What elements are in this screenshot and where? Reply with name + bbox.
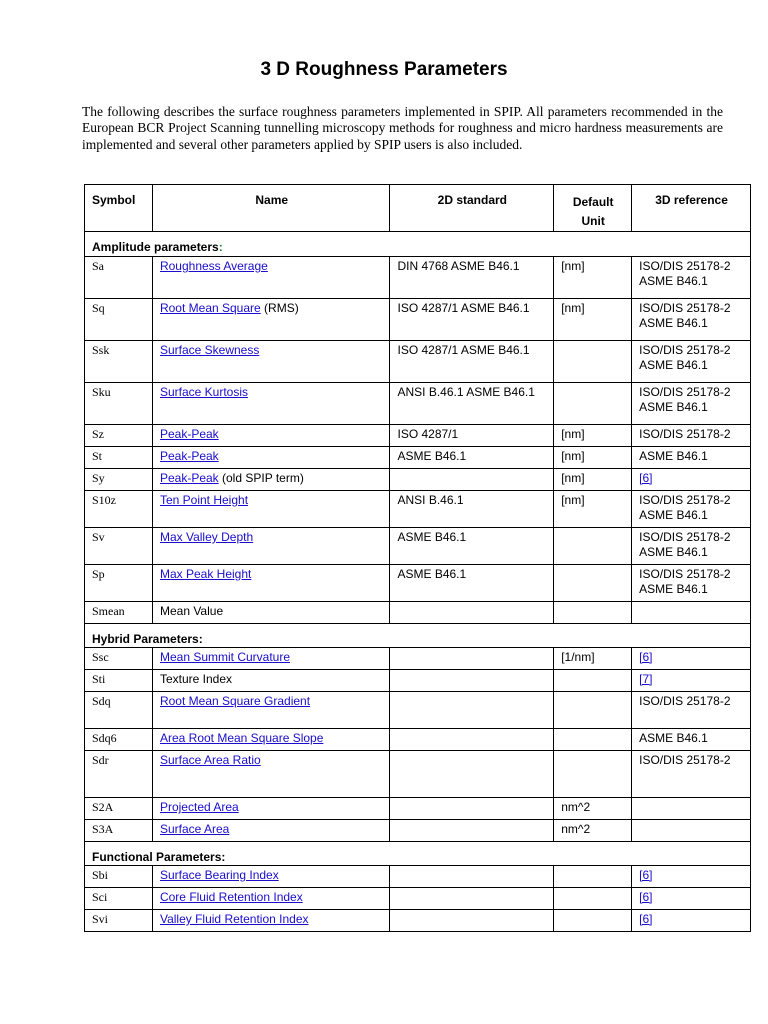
parameter-link[interactable]: Surface Area Ratio — [159, 753, 261, 767]
header-default-unit-line2: Unit — [581, 214, 605, 228]
reference-link[interactable]: [6] — [639, 471, 653, 485]
section-row-functional — [85, 842, 751, 866]
symbol-cell: S3A — [85, 820, 153, 842]
header-name: Name — [152, 185, 390, 232]
standard-cell — [390, 729, 554, 751]
unit-cell: [nm] — [554, 447, 632, 469]
unit-cell — [554, 751, 632, 798]
unit-cell: [nm] — [554, 469, 632, 491]
name-cell — [152, 866, 390, 888]
section-row-amplitude — [85, 232, 751, 257]
reference-cell: ISO/DIS 25178-2 — [632, 425, 751, 447]
table-row — [85, 866, 751, 888]
section-label-hybrid — [85, 624, 751, 648]
table-row — [85, 491, 751, 528]
parameter-link[interactable]: Max Peak Height — [159, 567, 252, 581]
reference-link[interactable]: [6] — [639, 650, 653, 664]
parameter-link[interactable]: Peak-Peak — [159, 449, 219, 463]
table-row — [85, 299, 751, 341]
reference-cell — [632, 910, 751, 932]
parameter-link[interactable]: Area Root Mean Square Slope — [159, 731, 324, 745]
parameter-link[interactable]: Ten Point Height — [159, 493, 249, 507]
symbol-cell: Smean — [85, 602, 153, 624]
standard-cell — [390, 888, 554, 910]
parameter-link[interactable]: Surface Area — [159, 822, 230, 836]
unit-cell — [554, 565, 632, 602]
section-label-amplitude — [85, 232, 751, 257]
name-cell — [152, 528, 390, 565]
table-row — [85, 257, 751, 299]
unit-cell — [554, 729, 632, 751]
name-cell — [152, 692, 390, 729]
standard-cell: ISO 4287/1 — [390, 425, 554, 447]
name-cell — [152, 257, 390, 299]
standard-cell — [390, 820, 554, 842]
header-2d-standard: 2D standard — [390, 185, 554, 232]
standard-cell: ANSI B.46.1 ASME B46.1 — [390, 383, 554, 425]
name-cell — [152, 729, 390, 751]
parameter-link[interactable]: Roughness Average — [159, 259, 268, 273]
reference-cell — [632, 469, 751, 491]
standard-cell: ASME B46.1 — [390, 528, 554, 565]
reference-cell: ISO/DIS 25178-2 — [632, 692, 751, 729]
name-cell — [152, 910, 390, 932]
unit-cell: [nm] — [554, 299, 632, 341]
symbol-cell: St — [85, 447, 153, 469]
table-row — [85, 341, 751, 383]
symbol-cell: Ssk — [85, 341, 153, 383]
standard-cell — [390, 751, 554, 798]
standard-cell — [390, 910, 554, 932]
parameter-link[interactable]: Surface Skewness — [159, 343, 260, 357]
symbol-cell: S2A — [85, 798, 153, 820]
parameter-link[interactable]: Peak-Peak — [159, 427, 219, 441]
reference-link[interactable]: [6] — [639, 868, 653, 882]
roughness-parameters-table — [84, 184, 751, 932]
symbol-cell: Sdq6 — [85, 729, 153, 751]
standard-cell — [390, 648, 554, 670]
unit-cell — [554, 910, 632, 932]
table-row — [85, 425, 751, 447]
section-title: Amplitude parameters — [92, 240, 219, 254]
name-cell — [152, 565, 390, 602]
standard-cell — [390, 670, 554, 692]
name-cell — [152, 798, 390, 820]
section-row-hybrid — [85, 624, 751, 648]
reference-cell — [632, 866, 751, 888]
standard-cell: ANSI B.46.1 — [390, 491, 554, 528]
unit-cell — [554, 670, 632, 692]
name-cell — [152, 383, 390, 425]
name-cell — [152, 469, 390, 491]
name-cell — [152, 447, 390, 469]
unit-cell: nm^2 — [554, 798, 632, 820]
standard-cell: ASME B46.1 — [390, 447, 554, 469]
table-row — [85, 798, 751, 820]
reference-cell: ISO/DIS 25178-2 ASME B46.1 — [632, 528, 751, 565]
symbol-cell: Sdr — [85, 751, 153, 798]
standard-cell — [390, 866, 554, 888]
header-default-unit — [554, 185, 632, 232]
table-row — [85, 910, 751, 932]
table-row — [85, 447, 751, 469]
reference-cell — [632, 602, 751, 624]
standard-cell: ISO 4287/1 ASME B46.1 — [390, 299, 554, 341]
header-symbol: Symbol — [85, 185, 153, 232]
symbol-cell: Sz — [85, 425, 153, 447]
standard-cell: ASME B46.1 — [390, 565, 554, 602]
name-cell — [152, 341, 390, 383]
parameter-link[interactable]: Core Fluid Retention Index — [159, 890, 303, 904]
symbol-cell: Svi — [85, 910, 153, 932]
standard-cell — [390, 798, 554, 820]
parameter-link[interactable]: Mean Summit Curvature — [159, 650, 291, 664]
reference-cell: ISO/DIS 25178-2 ASME B46.1 — [632, 565, 751, 602]
table-row — [85, 602, 751, 624]
standard-cell: ISO 4287/1 ASME B46.1 — [390, 341, 554, 383]
parameter-note: (RMS) — [260, 301, 299, 315]
name-cell — [152, 670, 390, 692]
page-title: 3 D Roughness Parameters — [260, 59, 508, 80]
symbol-cell: Sku — [85, 383, 153, 425]
reference-cell: ISO/DIS 25178-2 ASME B46.1 — [632, 491, 751, 528]
symbol-cell: S10z — [85, 491, 153, 528]
reference-cell — [632, 888, 751, 910]
name-cell — [152, 648, 390, 670]
symbol-cell: Sci — [85, 888, 153, 910]
unit-cell — [554, 888, 632, 910]
parameter-name: Mean Value — [159, 604, 224, 618]
reference-link[interactable]: [6] — [639, 890, 653, 904]
reference-cell: ISO/DIS 25178-2 — [632, 751, 751, 798]
unit-cell — [554, 692, 632, 729]
symbol-cell: Sy — [85, 469, 153, 491]
parameter-link[interactable]: Projected Area — [159, 800, 239, 814]
intro-paragraph: The following describes the surface roughness parameters implemented in SPIP. All parameters recommended in the European BCR Project Scanning tunnelling microscopy methods for roughness and micro hardness measurements are implemented and several other parameters applied by SPIP users is also included. — [82, 104, 723, 152]
reference-cell — [632, 820, 751, 842]
unit-cell — [554, 602, 632, 624]
table-row — [85, 648, 751, 670]
table-row — [85, 670, 751, 692]
name-cell — [152, 491, 390, 528]
unit-cell — [554, 866, 632, 888]
name-cell — [152, 602, 390, 624]
standard-cell: DIN 4768 ASME B46.1 — [390, 257, 554, 299]
parameter-link[interactable]: Valley Fluid Retention Index — [159, 912, 309, 926]
header-3d-reference: 3D reference — [632, 185, 751, 232]
unit-cell — [554, 341, 632, 383]
table-row — [85, 729, 751, 751]
table-row — [85, 565, 751, 602]
parameter-link[interactable]: Surface Kurtosis — [159, 385, 249, 399]
symbol-cell: Ssc — [85, 648, 153, 670]
unit-cell — [554, 528, 632, 565]
table-row — [85, 692, 751, 729]
unit-cell: [1/nm] — [554, 648, 632, 670]
table-row — [85, 528, 751, 565]
reference-cell — [632, 670, 751, 692]
name-cell — [152, 820, 390, 842]
symbol-cell: Sa — [85, 257, 153, 299]
table-row — [85, 751, 751, 798]
section-title: Hybrid Parameters: — [92, 632, 203, 646]
unit-cell: [nm] — [554, 257, 632, 299]
reference-cell: ISO/DIS 25178-2 ASME B46.1 — [632, 383, 751, 425]
reference-link[interactable]: [7] — [639, 672, 653, 686]
table-row — [85, 888, 751, 910]
parameter-link[interactable]: Root Mean Square Gradient — [159, 694, 311, 708]
header-default-unit-line1: Default — [572, 195, 614, 209]
unit-cell — [554, 383, 632, 425]
parameter-link[interactable]: Max Valley Depth — [159, 530, 254, 544]
reference-cell: ASME B46.1 — [632, 447, 751, 469]
reference-cell: ISO/DIS 25178-2 ASME B46.1 — [632, 299, 751, 341]
parameter-name: Texture Index — [159, 672, 233, 686]
table-header-row — [85, 185, 751, 232]
reference-cell: ISO/DIS 25178-2 ASME B46.1 — [632, 341, 751, 383]
standard-cell — [390, 602, 554, 624]
symbol-cell: Sp — [85, 565, 153, 602]
table-row — [85, 383, 751, 425]
name-cell — [152, 425, 390, 447]
name-cell — [152, 299, 390, 341]
reference-cell: ASME B46.1 — [632, 729, 751, 751]
parameter-link[interactable]: Surface Bearing Index — [159, 868, 279, 882]
table-row — [85, 469, 751, 491]
table-row — [85, 820, 751, 842]
symbol-cell: Sq — [85, 299, 153, 341]
reference-cell — [632, 648, 751, 670]
reference-cell — [632, 798, 751, 820]
parameter-link[interactable]: Peak-Peak — [159, 471, 219, 485]
name-cell — [152, 751, 390, 798]
reference-cell: ISO/DIS 25178-2 ASME B46.1 — [632, 257, 751, 299]
unit-cell: [nm] — [554, 425, 632, 447]
standard-cell — [390, 692, 554, 729]
symbol-cell: Sdq — [85, 692, 153, 729]
parameter-note: (old SPIP term) — [218, 471, 304, 485]
reference-link[interactable]: [6] — [639, 912, 653, 926]
parameter-link[interactable]: Root Mean Square — [159, 301, 261, 315]
symbol-cell: Sv — [85, 528, 153, 565]
standard-cell — [390, 469, 554, 491]
name-cell — [152, 888, 390, 910]
section-label-functional — [85, 842, 751, 866]
symbol-cell: Sbi — [85, 866, 153, 888]
section-title: Functional Parameters: — [92, 850, 226, 864]
unit-cell: nm^2 — [554, 820, 632, 842]
section-colon: : — [218, 240, 223, 254]
symbol-cell: Sti — [85, 670, 153, 692]
unit-cell: [nm] — [554, 491, 632, 528]
